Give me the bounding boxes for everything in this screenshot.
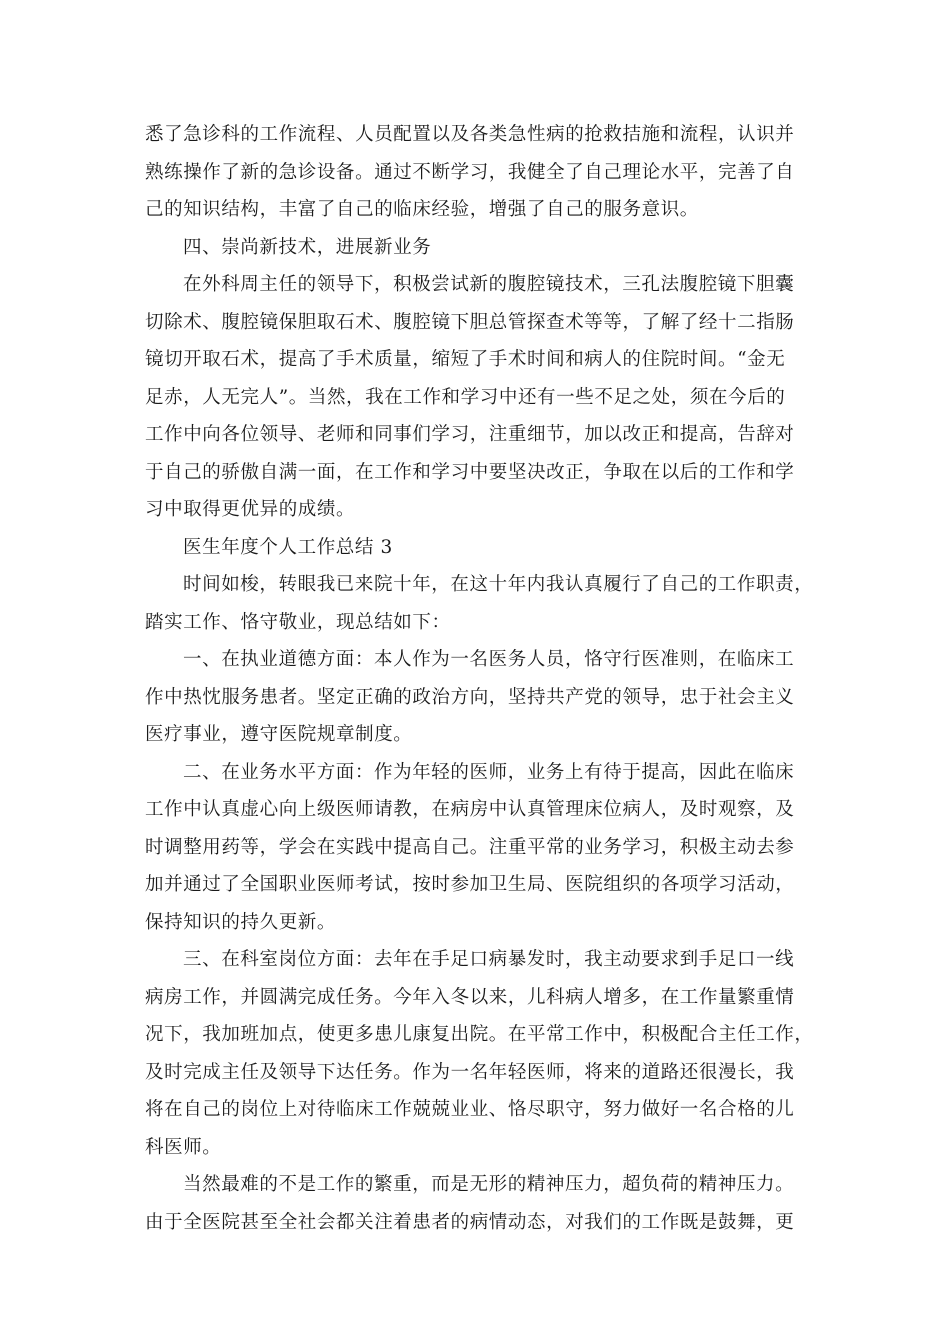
text-line: 悉了急诊科的工作流程、人员配置以及各类急性病的抢救拮施和流程，认识并 — [145, 124, 795, 145]
text-line: 及时完成主任及领导下达任务。作为一名年轻医师，将来的道路还很漫长，我 — [145, 1061, 795, 1083]
text-line: 时间如梭，转眼我已来院十年，在这十年内我认真履行了自己的工作职责， — [183, 574, 814, 595]
text-line: 医生年度个人工作总结 3 — [183, 536, 393, 558]
text-line: 工作中向各位领导、老师和同事们学习，注重细节，加以改正和提高，告辞对 — [145, 424, 795, 445]
text-line: 足赤，人无完人”。当然，我在工作和学习中还有一些不足之处，须在今后的 — [145, 386, 786, 408]
text-line: 于自己的骄傲自满一面，在工作和学习中要坚决改正，争取在以后的工作和学 — [145, 461, 795, 483]
text-line: 况下，我加班加点，使更多患儿康复出院。在平常工作中，积极配合主任工作， — [145, 1024, 814, 1045]
text-line: 工作中认真虚心向上级医师请教，在病房中认真管理床位病人，及时观察，及 — [145, 799, 795, 820]
text-line: 保持知识的持久更新。 — [145, 911, 337, 933]
text-line: 当然最难的不是工作的繁重，而是无形的精神压力，超负荷的精神压力。 — [183, 1174, 795, 1195]
text-line: 加并通过了全国职业医师考试，按时参加卫生局、医院组织的各项学习活动， — [145, 874, 795, 895]
text-line: 一、在执业道德方面：本人作为一名医务人员，恪守行医准则，在临床工 — [183, 649, 795, 670]
document-body — [145, 116, 814, 1241]
text-line: 二、在业务水平方面：作为年轻的医师，业务上有待于提高，因此在临床 — [183, 761, 795, 783]
text-line: 病房工作，并圆满完成任务。今年入冬以来，儿科病人增多，在工作量繁重情 — [145, 986, 795, 1008]
text-line: 习中取得更优异的成绩。 — [145, 499, 356, 520]
text-line: 镜切开取石术，提高了手术质量，缩短了手术时间和病人的住院时间。“金无 — [145, 349, 786, 370]
text-line: 熟练操作了新的急诊设备。通过不断学习，我健全了自己理论水平，完善了自 — [145, 161, 795, 183]
text-line: 踏实工作、恪守敬业，现总结如下： — [145, 611, 451, 633]
text-line: 切除术、腹腔镜保胆取石术、腹腔镜下胆总管探查术等等，了解了经十二指肠 — [145, 311, 795, 333]
text-line: 三、在科室岗位方面：去年在手足口病暴发时，我主动要求到手足口一线 — [183, 949, 795, 970]
text-line: 医疗事业，遵守医院规章制度。 — [145, 724, 413, 745]
text-line: 四、崇尚新技术，进展新业务 — [183, 236, 432, 258]
text-line: 己的知识结构，丰富了自己的临床经验，增强了自己的服务意识。 — [145, 199, 699, 220]
text-line: 在外科周主任的领导下，积极尝试新的腹腔镜技术，三孔法腹腔镜下胆囊 — [183, 274, 795, 295]
text-line: 由于全医院甚至全社会都关注着患者的病情动态，对我们的工作既是鼓舞，更 — [145, 1211, 795, 1233]
text-line: 作中热忱服务患者。坚定正确的政治方向，坚持共产党的领导，忠于社会主义 — [145, 686, 795, 708]
text-line: 将在自己的岗位上对待临床工作兢兢业业、恪尽职守，努力做好一名合格的儿 — [145, 1099, 795, 1120]
text-line: 时调整用药等，学会在实践中提高自己。注重平常的业务学习，积极主动去参 — [145, 836, 795, 858]
text-line: 科医师。 — [145, 1136, 222, 1158]
